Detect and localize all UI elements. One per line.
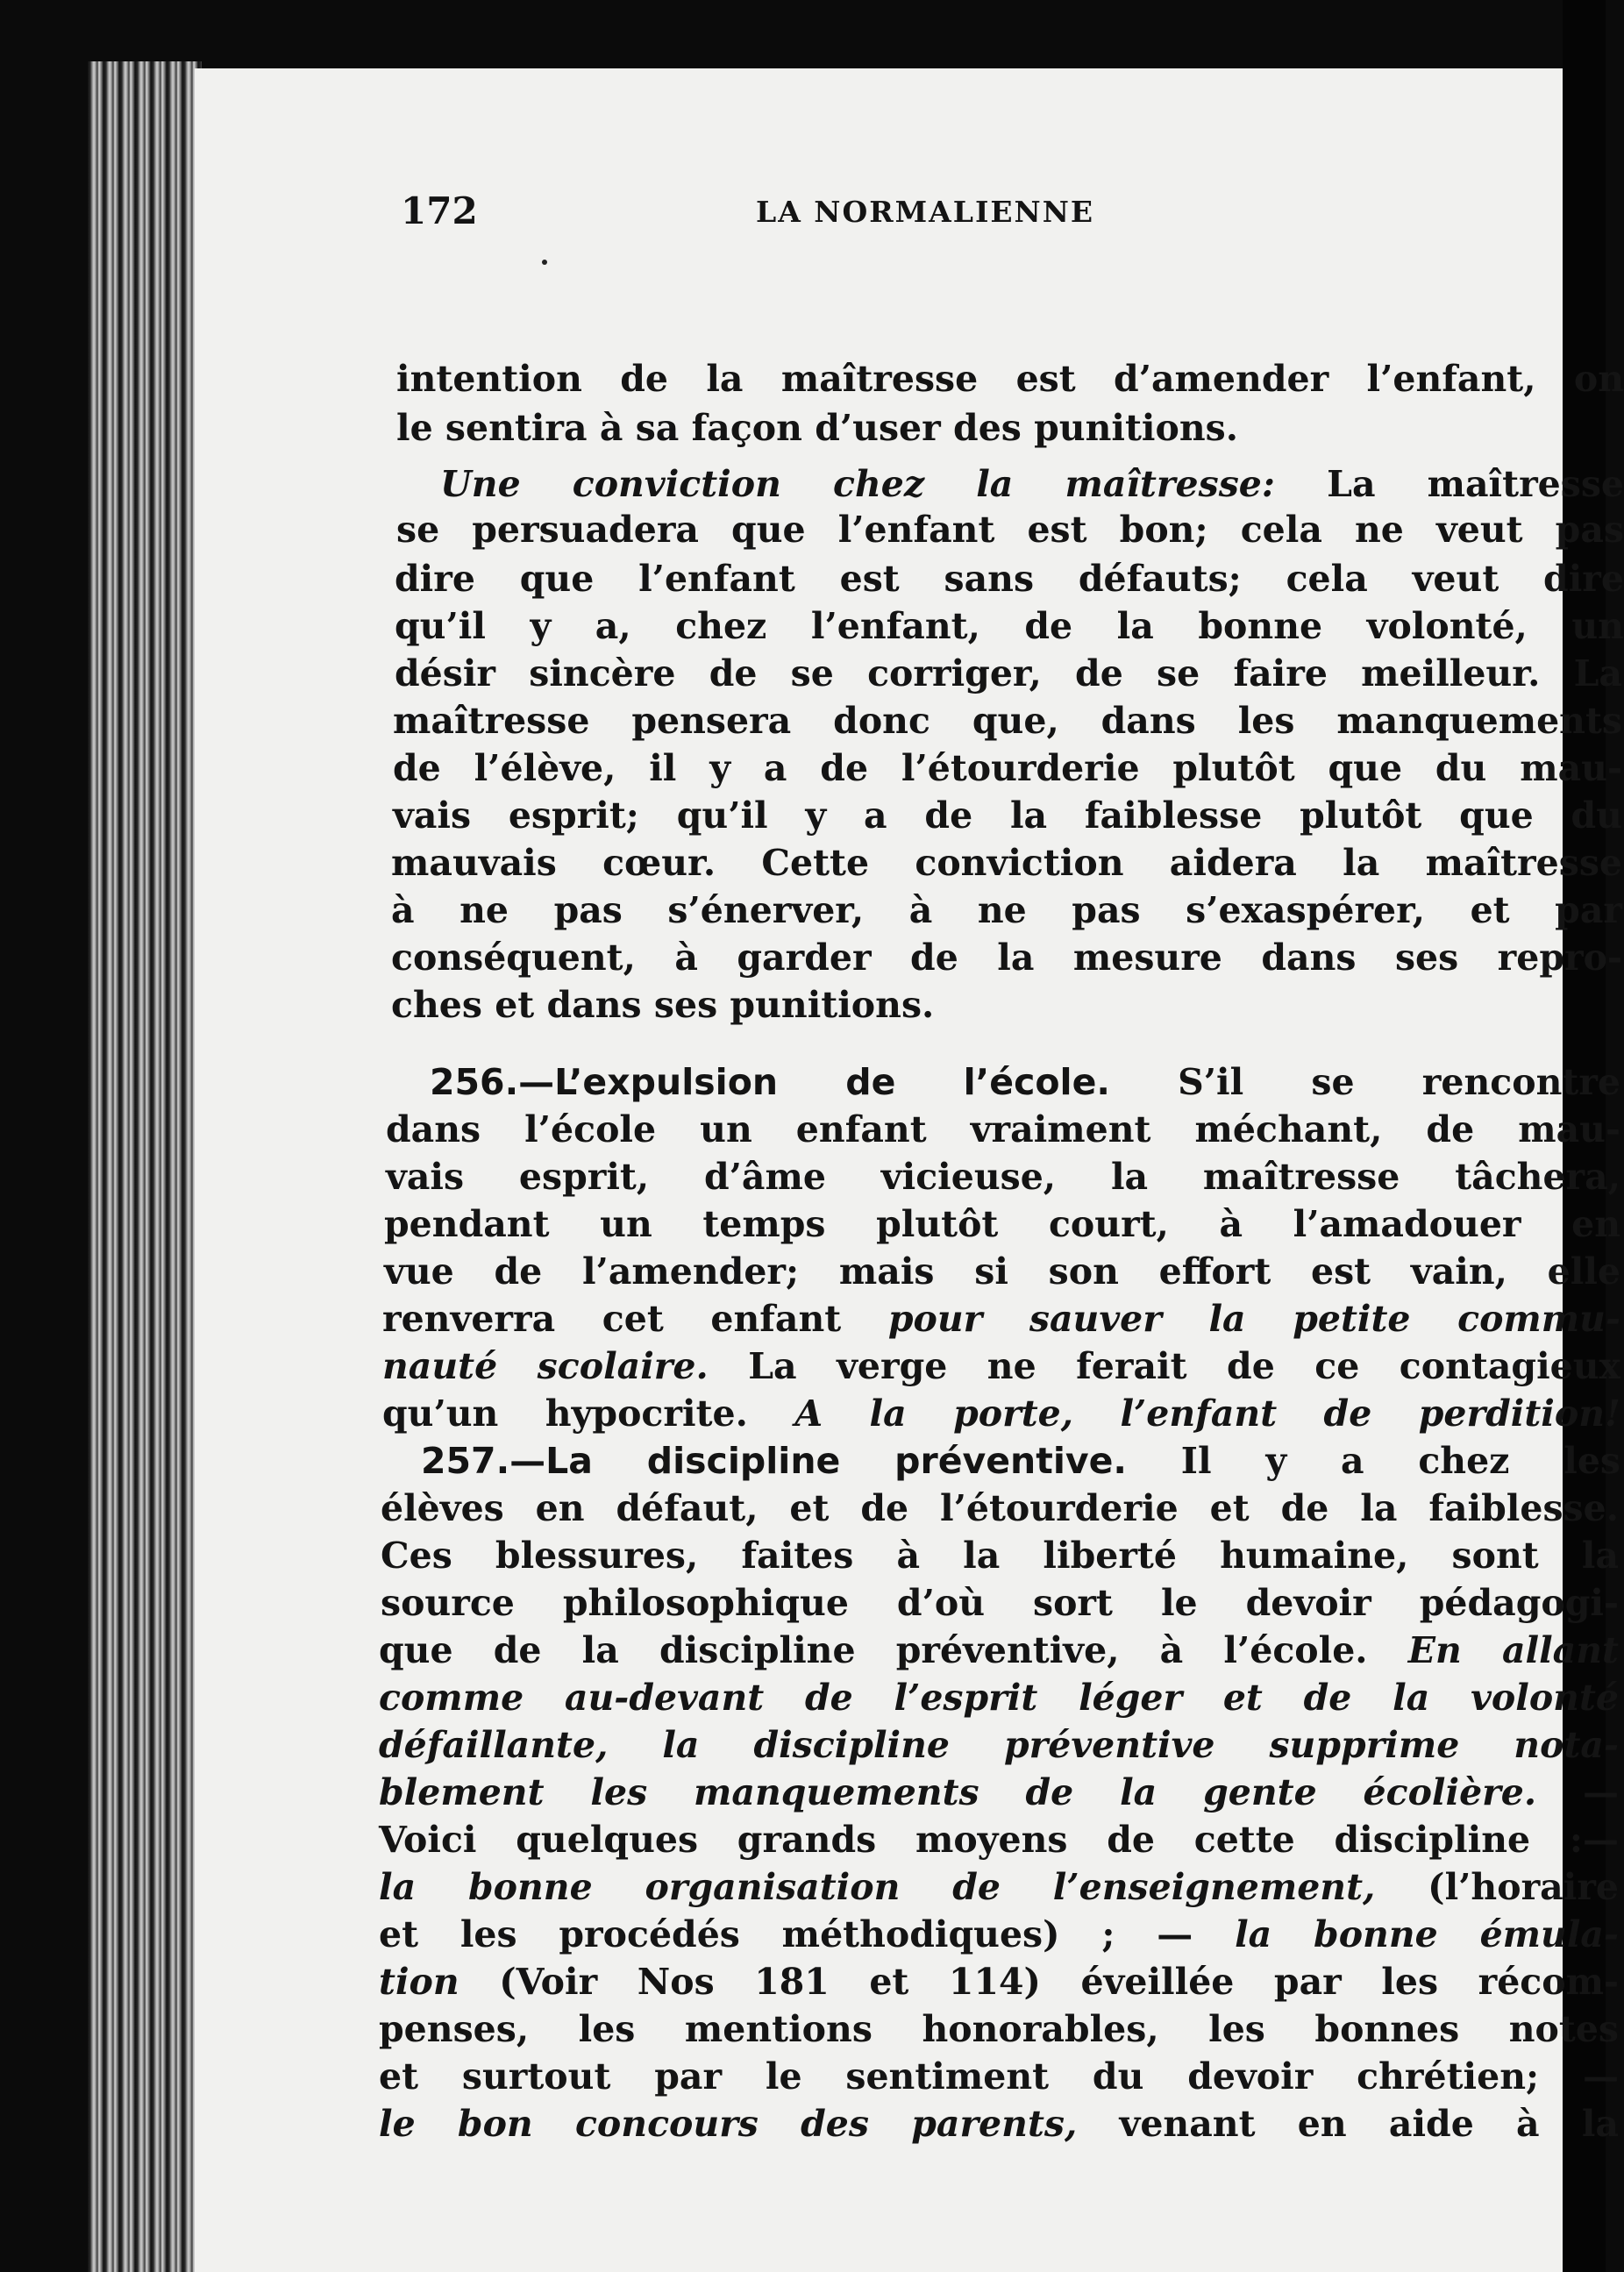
text-line bbox=[379, 2006, 1619, 2052]
body-text bbox=[195, 68, 1624, 2272]
text-line bbox=[430, 1059, 1620, 1105]
text-line bbox=[379, 2054, 1619, 2099]
text-line bbox=[440, 461, 1624, 507]
text-line bbox=[393, 745, 1622, 791]
italic-text: A la porte, l’enfant de perdition! bbox=[794, 1392, 1620, 1435]
text-line bbox=[393, 793, 1622, 838]
text-line bbox=[391, 887, 1622, 933]
italic-text: la bonne émula- bbox=[1235, 1913, 1619, 1955]
text-line bbox=[379, 1912, 1619, 1957]
italic-text: comme au-devant de l’esprit léger et de la volonté bbox=[379, 1677, 1619, 1719]
running-title: LA NORMALIENNE bbox=[756, 195, 1095, 229]
text-run: Voici quelques grands moyens de cette discipline :— bbox=[379, 1819, 1619, 1861]
text-run: vais esprit, d’âme vicieuse, la maîtresse tâchera, bbox=[386, 1156, 1620, 1198]
text-run: vue de l’amender; mais si son effort est vain, elle bbox=[384, 1250, 1620, 1293]
book-gutter bbox=[88, 61, 202, 2272]
text-line bbox=[382, 1296, 1620, 1342]
text-run: — bbox=[1536, 1771, 1619, 1813]
text-run: à ne pas s’énerver, à ne pas s’exaspérer, et par bbox=[391, 889, 1622, 931]
text-line bbox=[379, 1864, 1619, 1910]
text-line bbox=[379, 1817, 1619, 1862]
italic-text: En allant bbox=[1407, 1629, 1619, 1671]
text-run: Il y a chez les bbox=[1127, 1440, 1620, 1482]
book-page bbox=[195, 68, 1624, 2272]
text-run: conséquent, à garder de la mesure dans ses repro- bbox=[391, 937, 1622, 979]
text-line bbox=[384, 1201, 1620, 1247]
text-line bbox=[395, 556, 1624, 602]
text-line bbox=[386, 1154, 1620, 1200]
text-line bbox=[379, 1627, 1619, 1673]
text-run: La verge ne ferait de ce contagieux bbox=[708, 1345, 1620, 1387]
text-run: dans l’école un enfant vraiment méchant, de mau- bbox=[386, 1108, 1620, 1150]
text-run: qu’il y a, chez l’enfant, de la bonne volonté, un bbox=[395, 605, 1624, 647]
text-run: le sentira à sa façon d’user des punitions. bbox=[396, 407, 1239, 449]
text-run: élèves en défaut, et de l’étourderie et de la faiblesse. bbox=[381, 1487, 1619, 1529]
text-line bbox=[396, 507, 1624, 552]
text-line bbox=[382, 1343, 1620, 1389]
text-line bbox=[396, 356, 1624, 402]
page-content bbox=[195, 68, 1624, 2272]
text-line bbox=[379, 1959, 1619, 2005]
text-line bbox=[379, 1722, 1619, 1768]
text-line bbox=[381, 1533, 1619, 1578]
text-line bbox=[379, 1770, 1619, 1815]
text-run: source philosophique d’où sort le devoir pédagogi- bbox=[381, 1582, 1619, 1624]
text-run: de l’élève, il y a de l’étourderie plutôt que du mau- bbox=[393, 747, 1622, 789]
text-line bbox=[395, 603, 1624, 649]
text-run: La maîtresse bbox=[1275, 463, 1624, 505]
text-line bbox=[379, 2101, 1619, 2147]
text-run: penses, les mentions honorables, les bonnes notes bbox=[379, 2008, 1619, 2050]
text-line bbox=[382, 1391, 1620, 1436]
section-heading: 256.—L’expulsion de l’école. bbox=[430, 1061, 1110, 1103]
italic-text: nauté scolaire. bbox=[382, 1345, 709, 1387]
text-run: et les procédés méthodiques) ; — bbox=[379, 1913, 1236, 1955]
text-run: renverra cet enfant bbox=[382, 1298, 888, 1340]
text-line bbox=[391, 840, 1622, 886]
text-run: (l’horaire bbox=[1375, 1866, 1620, 1908]
italic-text: Une conviction chez la maîtresse: bbox=[440, 463, 1276, 505]
text-run: intention de la maîtresse est d’amender l’enfant, on bbox=[396, 358, 1624, 400]
text-run: S’il se rencontre bbox=[1109, 1061, 1621, 1103]
text-line bbox=[396, 405, 1273, 451]
text-run: (Voir Nos 181 et 114) éveillée par les récom- bbox=[459, 1961, 1619, 2003]
text-run: qu’un hypocrite. bbox=[382, 1392, 795, 1435]
text-line bbox=[391, 982, 1093, 1028]
text-run: pendant un temps plutôt court, à l’amadouer en bbox=[384, 1203, 1620, 1245]
italic-text: pour sauver la petite commu- bbox=[887, 1298, 1621, 1340]
text-run: dire que l’enfant est sans défauts; cela veut dire bbox=[395, 558, 1624, 600]
text-run: venant en aide à la bbox=[1077, 2103, 1619, 2145]
text-run: désir sincère de se corriger, de se faire meilleur. La bbox=[395, 652, 1622, 694]
text-run: ches et dans ses punitions. bbox=[391, 984, 935, 1026]
text-run: et surtout par le sentiment du devoir chrétien; — bbox=[379, 2055, 1619, 2098]
italic-text: le bon concours des parents, bbox=[379, 2103, 1078, 2145]
text-line bbox=[386, 1107, 1620, 1152]
text-line bbox=[421, 1438, 1620, 1484]
text-line bbox=[381, 1485, 1619, 1531]
text-run: vais esprit; qu’il y a de la faiblesse plutôt que du bbox=[393, 794, 1622, 837]
text-run: maîtresse pensera donc que, dans les manquements bbox=[393, 700, 1622, 742]
italic-text: tion bbox=[379, 1961, 459, 2003]
text-line bbox=[393, 698, 1622, 744]
italic-text: la bonne organisation de l’enseignement, bbox=[379, 1866, 1376, 1908]
text-line bbox=[391, 935, 1622, 980]
text-run: que de la discipline préventive, à l’école. bbox=[379, 1629, 1408, 1671]
text-run: se persuadera que l’enfant est bon; cela ne veut pas bbox=[396, 509, 1624, 551]
italic-text: défaillante, la discipline préventive supprime nota- bbox=[379, 1724, 1619, 1766]
text-line bbox=[395, 651, 1622, 696]
text-run: mauvais cœur. Cette conviction aidera la maîtresse bbox=[391, 842, 1622, 884]
section-heading: 257.—La discipline préventive. bbox=[421, 1440, 1128, 1482]
text-line bbox=[381, 1580, 1619, 1626]
text-line bbox=[384, 1249, 1620, 1294]
text-line bbox=[379, 1675, 1619, 1720]
page-number: 172 bbox=[401, 189, 478, 232]
italic-text: blement les manquements de la gente écolière. bbox=[379, 1771, 1537, 1813]
text-run: Ces blessures, faites à la liberté humaine, sont la bbox=[381, 1535, 1619, 1577]
